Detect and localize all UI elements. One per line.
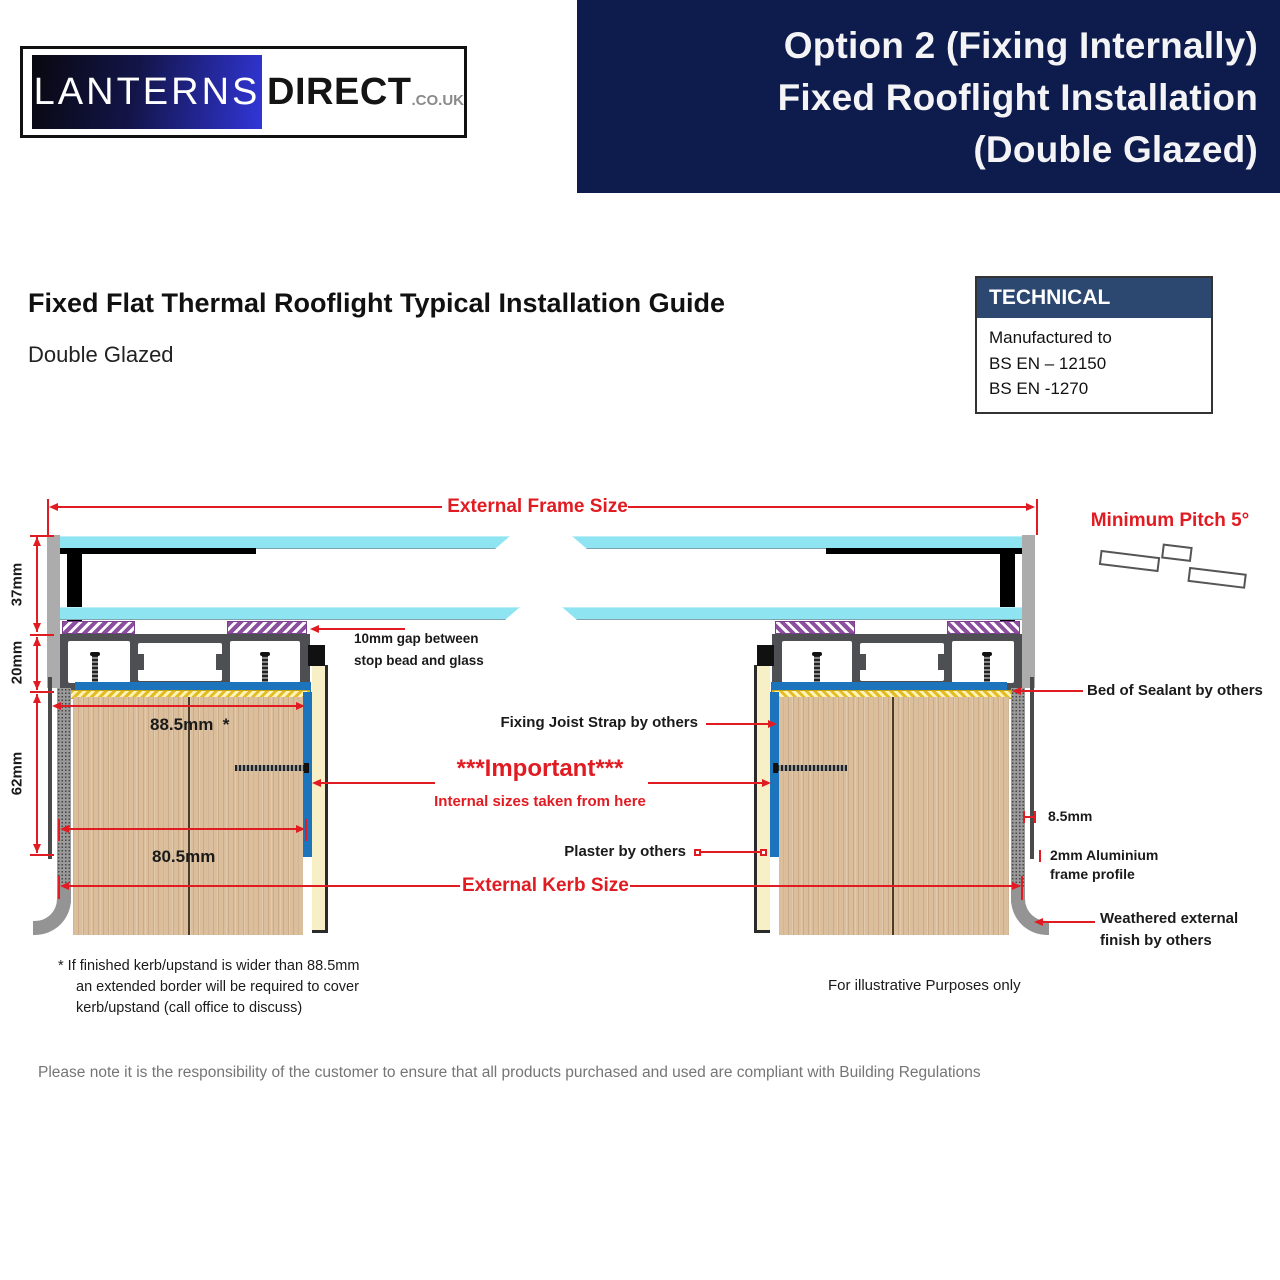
banner-line-1: Option 2 (Fixing Internally) — [783, 25, 1258, 66]
dim-62mm-label: 62mm — [8, 751, 26, 796]
dim-tick — [30, 691, 54, 693]
arrowhead-right — [768, 720, 777, 728]
dim-8-5mm-label: 8.5mm — [1048, 808, 1093, 824]
joist-strap-vertical — [770, 692, 779, 857]
technical-line: BS EN -1270 — [989, 379, 1089, 398]
dim-tick — [30, 634, 54, 636]
company-logo — [20, 46, 467, 138]
dim-tick — [1034, 811, 1036, 823]
internal-sizes-label: Internal sizes taken from here — [434, 793, 646, 810]
annotation-line — [1019, 690, 1083, 692]
weathered-label-1: Weathered external — [1100, 910, 1239, 927]
dim-line — [630, 885, 1020, 887]
dim-37mm-label: 37mm — [8, 562, 26, 607]
logo-lanterns-text: LANTERNS — [33, 70, 261, 113]
important-label: ***Important*** — [456, 755, 624, 782]
dim-80-5mm-label: 80.5mm — [152, 847, 216, 866]
dim-20mm-label: 20mm — [8, 640, 26, 685]
frame-chamber-left — [68, 641, 130, 683]
stop-bead — [757, 645, 774, 666]
external-frame-profile — [47, 535, 60, 688]
external-frame-profile — [1022, 535, 1035, 688]
weathered-finish — [1011, 688, 1025, 903]
joist-strap-label: Fixing Joist Strap by others — [500, 714, 698, 731]
min-pitch-icon — [1098, 540, 1250, 598]
glass-pane-inner — [60, 607, 520, 620]
dim-tick — [1021, 876, 1023, 900]
technical-line: BS EN – 12150 — [989, 353, 1107, 373]
header-banner — [577, 0, 1280, 193]
technical-line: Manufactured to — [989, 328, 1112, 347]
page-title: Fixed Flat Thermal Rooflight Typical Installation Guide — [28, 288, 726, 318]
page-subtitle: Double Glazed — [28, 342, 174, 367]
dim-line — [57, 506, 442, 508]
dim-tick — [1039, 850, 1041, 862]
gasket-right — [775, 621, 855, 634]
alu-profile-label-2: frame profile — [1050, 866, 1135, 882]
illustrative-note: For illustrative Purposes only — [828, 977, 1021, 994]
annotation-line — [1041, 921, 1095, 923]
dim-line — [66, 885, 460, 887]
footnote-line-3: kerb/upstand (call office to discuss) — [76, 1000, 303, 1016]
technical-box-body — [977, 318, 1211, 412]
dim-tick — [1036, 499, 1038, 535]
weathered-finish — [57, 688, 71, 903]
logo-suffix-text: .CO.UK — [411, 91, 464, 109]
cross-section-left — [30, 505, 525, 940]
arrowhead-right — [296, 825, 305, 833]
arrowhead-up — [33, 694, 41, 703]
dim-line — [66, 828, 300, 830]
footnote-line-2: an extended border will be required to cover — [76, 979, 359, 995]
weathered-finish-curl — [1011, 887, 1049, 935]
glass-spacer-bar — [826, 548, 1022, 554]
timber-kerb — [779, 697, 1009, 935]
dim-line — [36, 694, 38, 853]
gap-note-line-2: stop bead and glass — [354, 653, 484, 668]
frame-thermal-break — [138, 643, 222, 681]
gasket-left — [62, 621, 135, 634]
arrowhead-right — [296, 702, 305, 710]
weathered-label-2: finish by others — [1100, 932, 1212, 949]
technical-box — [975, 276, 1213, 414]
banner-line-2: Fixed Rooflight Installation — [777, 77, 1258, 118]
dim-line — [36, 537, 38, 632]
plaster-label: Plaster by others — [564, 843, 686, 860]
arrowhead-down — [33, 844, 41, 853]
annotation-line — [317, 628, 405, 630]
annotation-line — [706, 723, 770, 725]
glass-spacer-bar — [60, 548, 256, 554]
arrowhead-right — [1026, 503, 1035, 511]
banner-line-3: (Double Glazed) — [973, 129, 1258, 170]
dim-line — [58, 705, 300, 707]
kerb-joint-line — [892, 697, 894, 935]
logo-gradient-box — [32, 55, 262, 129]
arrowhead-down — [33, 681, 41, 690]
stop-bead — [308, 645, 325, 666]
footnote-line-1: * If finished kerb/upstand is wider than 88.5mm — [58, 958, 360, 974]
line-endpoint-square — [694, 849, 701, 856]
annotation-line — [648, 782, 764, 784]
annotation-line — [701, 851, 761, 853]
frame-chamber-left — [952, 641, 1014, 683]
arrowhead-down — [33, 623, 41, 632]
gasket-right — [227, 621, 307, 634]
plasterboard-strip — [312, 665, 328, 933]
glass-pane-inner — [562, 607, 1022, 620]
technical-box-header: TECHNICAL — [977, 278, 1211, 318]
joist-strap-screw — [777, 765, 847, 771]
joist-strap-screw — [235, 765, 305, 771]
plasterboard-strip — [754, 665, 770, 933]
disclaimer-note: Please note it is the responsibility of the customer to ensure that all products purchased and used are compliant with Building Regulations — [38, 1064, 981, 1081]
min-pitch-label: Minimum Pitch 5° — [1090, 510, 1250, 531]
dim-line — [628, 506, 1026, 508]
aluminium-frame-profile-line — [1030, 677, 1034, 859]
alu-profile-label-1: 2mm Aluminium — [1050, 847, 1159, 863]
gap-note-line-1: 10mm gap between — [354, 631, 479, 646]
external-frame-size-label: External Frame Size — [447, 496, 628, 517]
annotation-line — [319, 782, 435, 784]
dim-88-5mm-label: 88.5mm * — [150, 715, 230, 734]
arrowhead-up — [33, 537, 41, 546]
weathered-finish-curl — [33, 887, 71, 935]
arrowhead-right — [762, 779, 771, 787]
logo-direct-text: DIRECT — [267, 70, 412, 113]
arrowhead-up — [33, 637, 41, 646]
frame-thermal-break — [860, 643, 944, 681]
dim-tick — [305, 819, 307, 841]
sealant-label: Bed of Sealant by others — [1087, 682, 1263, 699]
external-kerb-size-label: External Kerb Size — [462, 875, 629, 896]
dim-tick — [30, 854, 54, 856]
arrowhead-right — [1012, 882, 1021, 890]
gasket-left — [947, 621, 1020, 634]
line-endpoint-square — [760, 849, 767, 856]
